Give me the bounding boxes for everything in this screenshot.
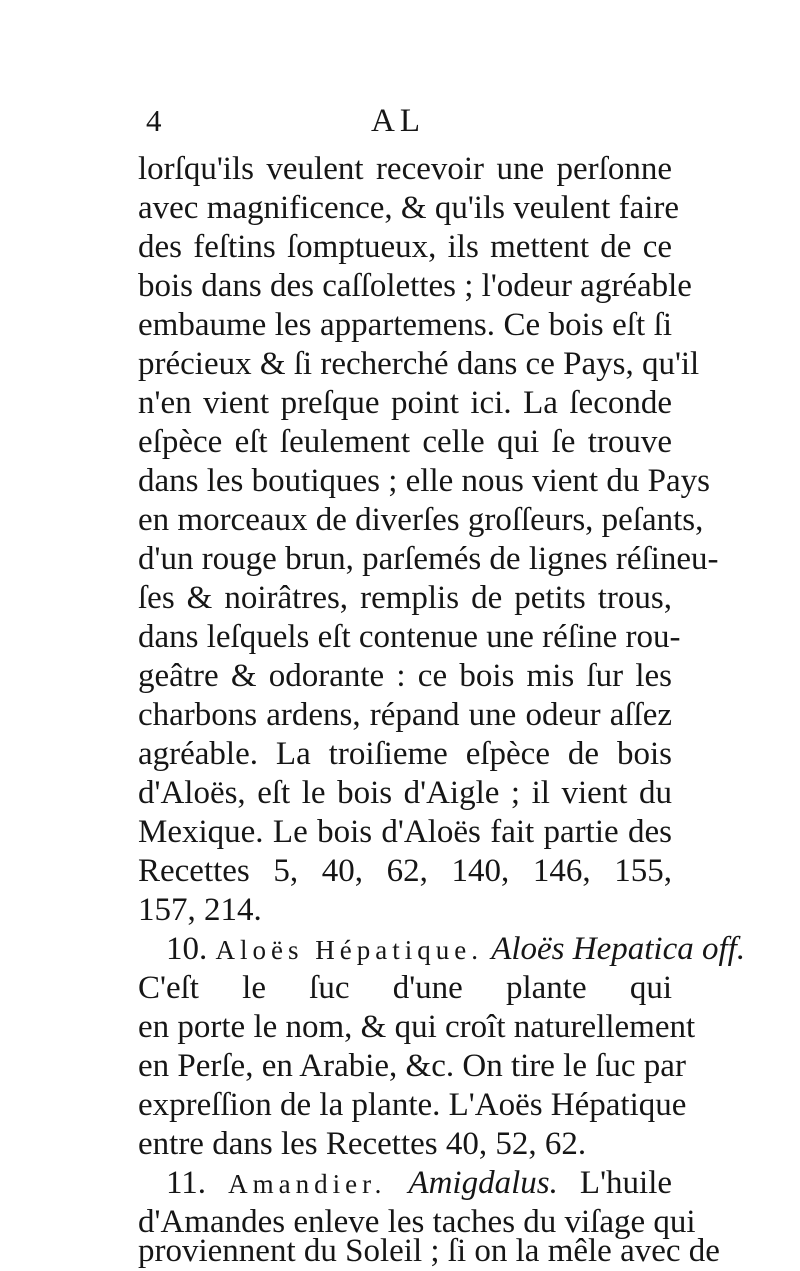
text-line: geâtre & odorante : ce bois mis ſur les <box>138 658 672 694</box>
text-line: des feſtins ſomptueux, ils mettent de ce <box>138 229 672 265</box>
text-line: dans leſquels eſt contenue une réſine rou- <box>138 619 681 655</box>
text-line: bois dans des caſſolettes ; l'odeur agréable <box>138 268 692 304</box>
text-line: avec magnificence, & qu'ils veulent faire <box>138 190 680 226</box>
text-line: en porte le nom, & qui croît naturellement <box>138 1009 696 1045</box>
text-line: d'Amandes enleve les taches du viſage qui <box>138 1204 696 1240</box>
page-number: 4 <box>146 103 162 138</box>
text-line: agréable. La troiſieme eſpèce de bois <box>138 736 672 772</box>
text-line: 157, 214. <box>138 892 262 928</box>
text-line: charbons ardens, répand une odeur aſſez <box>138 697 672 733</box>
text-line: embaume les appartemens. Ce bois eſt ſi <box>138 307 672 343</box>
text-line: n'en vient preſque point ici. La ſeconde <box>138 385 672 421</box>
entry-headword: Aloës Hépatique. <box>215 935 483 965</box>
text-line: entre dans les Recettes 40, 52, 62. <box>138 1126 587 1162</box>
text-line: proviennent du Soleil ; ſi on la mêle avec de <box>138 1233 720 1269</box>
running-head: AL <box>371 103 425 139</box>
entry-number: 10. <box>166 931 208 967</box>
text-line: eſpèce eſt ſeulement celle qui ſe trouve <box>138 424 672 460</box>
latin-name: Aloës Hepatica off. <box>491 931 746 967</box>
text-line: en morceaux de diverſes groſſeurs, peſants, <box>138 502 704 538</box>
entry-number: 11. <box>166 1165 207 1201</box>
entry-headword: Amandier. <box>228 1169 387 1199</box>
text-line: lorſqu'ils veulent recevoir une perſonne <box>138 151 672 187</box>
text-line: C'eſt le ſuc d'une plante qui <box>138 970 672 1006</box>
entry-text: L'huile <box>579 1165 673 1201</box>
entry-10-first-line <box>166 929 746 969</box>
text-line: d'Aloës, eſt le bois d'Aigle ; il vient du <box>138 775 672 811</box>
text-line: dans les boutiques ; elle nous vient du Pays <box>138 463 710 499</box>
text-line: en Perſe, en Arabie, &c. On tire le ſuc par <box>138 1048 686 1084</box>
text-line: expreſſion de la plante. L'Aoës Hépatique <box>138 1087 687 1123</box>
text-line: Recettes 5, 40, 62, 140, 146, 155, <box>138 853 672 889</box>
text-line: d'un rouge brun, parſemés de lignes réſineu- <box>138 541 719 577</box>
text-line: Mexique. Le bois d'Aloës fait partie des <box>138 814 672 850</box>
entry-11-first-line <box>166 1163 672 1203</box>
text-line: précieux & ſi recherché dans ce Pays, qu'il <box>138 346 700 382</box>
text-line: ſes & noirâtres, remplis de petits trous, <box>138 580 672 616</box>
latin-name: Amigdalus. <box>408 1165 558 1201</box>
